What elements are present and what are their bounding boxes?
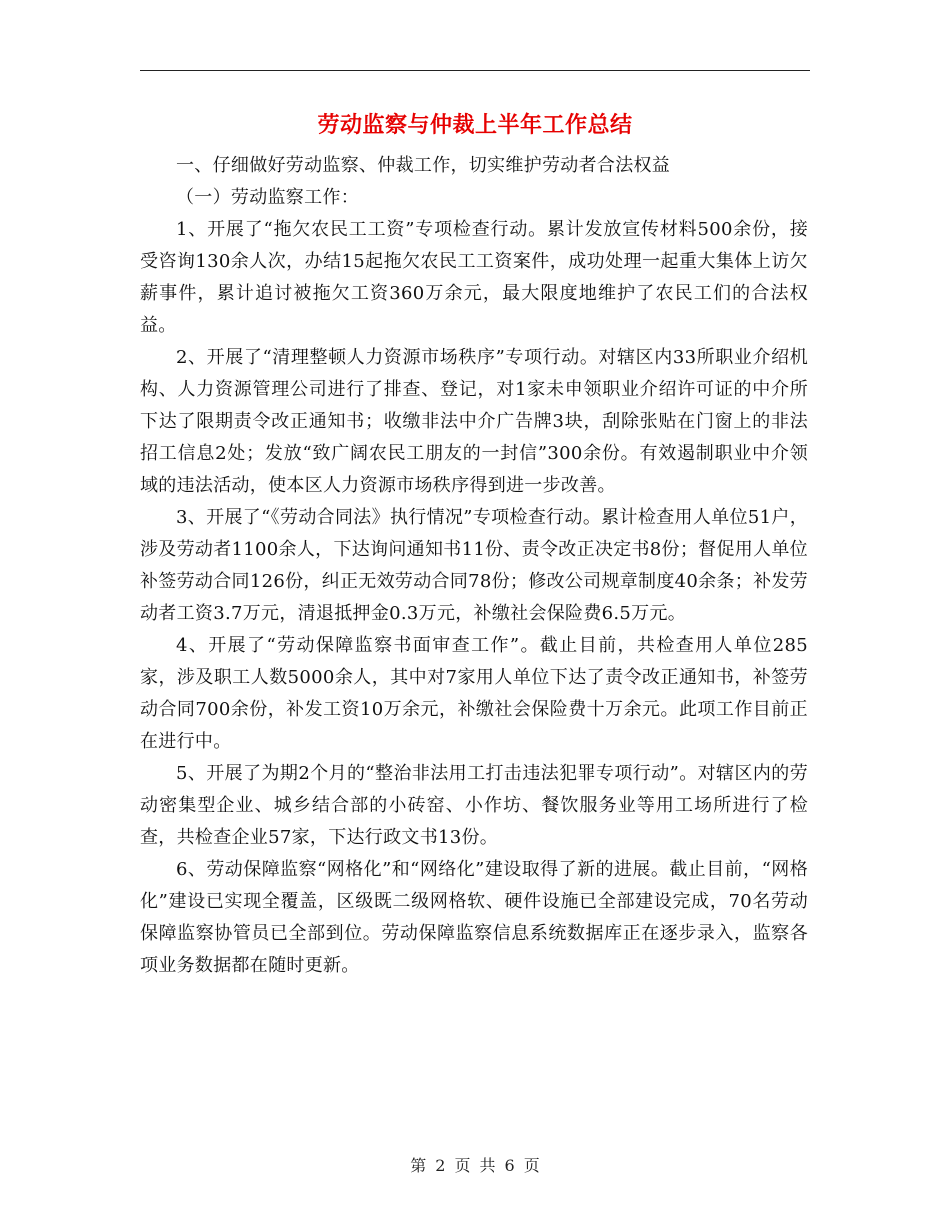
paragraph-6: 6、劳动保障监察“网格化”和“网络化”建设取得了新的进展。截止目前，“网格化”建设已实现全覆盖，区级既二级网格软、硬件设施已全部建设完成，70名劳动保障监察协管员已全部到位。劳动保障监察信息系统数据库正在逐步录入，监察各项业务数据都在随时更新。: [140, 859, 808, 976]
page-number-footer: [140, 1154, 810, 1178]
paragraph-1: 1、开展了“拖欠农民工工资”专项检查行动。累计发放宣传材料500余份，接受咨询130余人次，办结15起拖欠农民工工资案件，成功处理一起重大集体上访欠薪事件，累计追讨被拖欠工资360万余元，最大限度地维护了农民工们的合法权益。: [140, 219, 808, 336]
document-body: [140, 150, 808, 982]
paragraph-5: 5、开展了为期2个月的“整治非法用工打击违法犯罪专项行动”。对辖区内的劳动密集型企业、城乡结合部的小砖窑、小作坊、餐饮服务业等用工场所进行了检查，共检查企业57家，下达行政文书13份。: [140, 763, 808, 848]
page-total-number: 6: [504, 1156, 515, 1175]
page-current-number: 2: [435, 1156, 446, 1175]
section-heading: 一、仔细做好劳动监察、仲裁工作，切实维护劳动者合法权益: [176, 155, 671, 176]
document-title: 劳动监察与仲裁上半年工作总结: [317, 112, 633, 138]
paragraph-4: 4、开展了“劳动保障监察书面审查工作”。截止目前，共检查用人单位285家，涉及职工人数5000余人，其中对7家用人单位下达了责令改正通知书，补签劳动合同700余份，补发工资10万余元，补缴社会保险费十万余元。此项工作目前正在进行中。: [140, 635, 808, 752]
page-label-prefix: 第: [410, 1156, 427, 1175]
header-rule: [140, 70, 810, 71]
page-total-prefix: 共: [479, 1156, 496, 1175]
paragraph-2: 2、开展了“清理整顿人力资源市场秩序”专项行动。对辖区内33所职业介绍机构、人力资源管理公司进行了排查、登记，对1家未申领职业介绍许可证的中介所下达了限期责令改正通知书；收缴非法中介广告牌3块，刮除张贴在门窗上的非法招工信息2处；发放“致广阔农民工朋友的一封信”300余份。有效遏制职业中介领域的违法活动，使本区人力资源市场秩序得到进一步改善。: [140, 347, 808, 496]
page-label-suffix: 页: [523, 1156, 540, 1175]
paragraph-3: 3、开展了“《劳动合同法》执行情况”专项检查行动。累计检查用人单位51户，涉及劳动者1100余人，下达询问通知书11份、责令改正决定书8份；督促用人单位补签劳动合同126份，纠正无效劳动合同78份；修改公司规章制度40余条；补发劳动者工资3.7万元，清退抵押金0.3万元，补缴社会保险费6.5万元。: [140, 507, 808, 624]
page-label-mid: 页: [454, 1156, 471, 1175]
subsection-heading: （一）劳动监察工作：: [176, 187, 359, 208]
